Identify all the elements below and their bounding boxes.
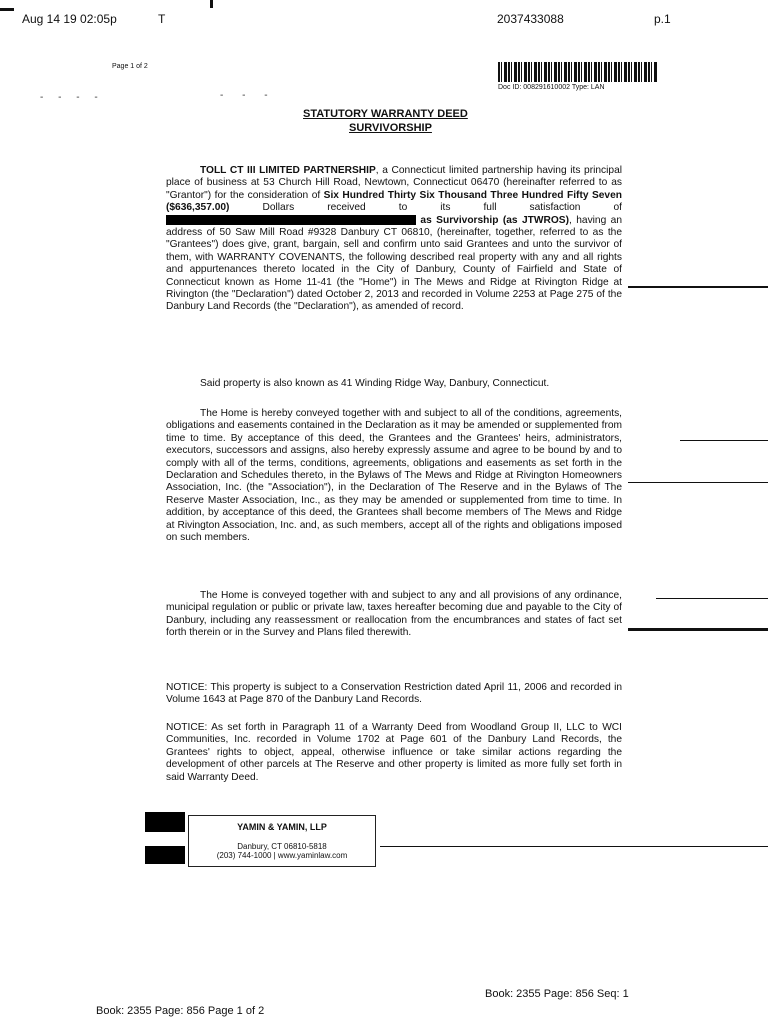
scan-mark xyxy=(210,0,213,8)
redaction-bar xyxy=(145,812,185,832)
margin-line xyxy=(628,628,768,631)
stamp-contact: (203) 744-1000 | www.yaminlaw.com xyxy=(216,851,348,860)
paragraph-grant xyxy=(166,165,622,314)
paragraph-address: Said property is also known as 41 Winding Ridge Way, Danbury, Connecticut. xyxy=(200,378,550,389)
fax-datetime: Aug 14 19 02:05p xyxy=(22,12,117,26)
scan-mark xyxy=(0,8,14,11)
paragraph-conditions: The Home is hereby conveyed together with and subject to all of the conditions, agreements, obligations and easements contained in the Declaration as it may be amended or supplemented from time to time. By acceptance of this deed, the Grantees and the Grantees' heirs, administrators, executors, successors and assigns, also hereby expressly assume and agree to be bound by and to comply with all of the terms, conditions, agreements, obligations and easements as set forth in the Declaration and Schedules thereto, in the Bylaws of The Mews and Ridge at Rivington Homeowners Association, Inc. (the "Association"), in the Declaration of The Reserve and in the Bylaws of The Reserve Master Association, Inc., as they may be amended or supplemented from time to time. In addition, by acceptance of this deed, the Grantees shall become members of The Mews and Ridge at Rivington Association, Inc. and, as such members, accept all of the rights and obligations imposed on such members. xyxy=(166,408,622,544)
margin-line xyxy=(380,846,768,847)
text-run: , having an address of 50 Saw Mill Road #9328 Danbury CT 06810, (hereinafter, together, referred to as the "Grantees") does give, grant, bargain, sell and confirm unto said Grantees and unto the survivor of them, with WARRANTY COVENANTS, the following described real property with any and all rights and appurtenances thereto located in the City of Danbury, County of Fairfield and State of Connecticut known as Home 11-41 (the "Home") in The Mews and Ridge at Rivington Ridge at Rivington (the "Declaration") dated October 2, 2013 and recorded in Volume 2253 at Page 275 of the Danbury Land Records (the "Declaration"), as amended of record. xyxy=(166,214,622,313)
scan-dashes: - - - xyxy=(220,90,276,101)
footer-book-page: Book: 2355 Page: 856 Page 1 of 2 xyxy=(96,1005,265,1017)
notice-conservation: NOTICE: This property is subject to a Conservation Restriction dated April 11, 2006 and recorded in Volume 1643 at Page 870 of the Danbury Land Records. xyxy=(166,682,622,706)
margin-line xyxy=(680,440,768,441)
deed-title: STATUTORY WARRANTY DEED xyxy=(303,108,468,120)
stamp-firm: YAMIN & YAMIN, LLP xyxy=(237,822,327,832)
fax-marker: T xyxy=(158,12,166,26)
margin-line xyxy=(628,286,768,288)
margin-line xyxy=(656,598,768,599)
fax-phone: 2037433088 xyxy=(497,12,564,26)
text-run: , a Connecticut limited partnership having its principal place of business at 53 Church Hill Road, Newtown, Connecticut 06470 (hereinafter referred to as "Grantor") for the consideration of xyxy=(166,165,622,201)
footer-book-seq: Book: 2355 Page: 856 Seq: 1 xyxy=(485,988,629,1000)
doc-id: Doc ID: 008291610002 Type: LAN xyxy=(498,84,605,91)
scan-dashes: - - - - xyxy=(40,92,104,103)
survivorship-clause: as Survivorship (as JTWROS) xyxy=(420,214,569,226)
paragraph-ordinance: The Home is conveyed together with and subject to any and all provisions of any ordinance, municipal regulation or public or private law, taxes hereafter becoming due and payable to the City of Danbury, including any reassessment or reallocation from the encumbrances and states of fact set forth therein or in the Survey and Plans filed therewith. xyxy=(166,590,622,639)
attorney-stamp xyxy=(188,815,376,867)
redaction-bar xyxy=(166,215,416,225)
grantor-name: TOLL CT III LIMITED PARTNERSHIP xyxy=(200,165,376,176)
margin-line xyxy=(628,482,768,483)
consideration-amount: Six Hundred Thirty Six Thousand Three Hundred Fifty Seven ($636,357.00) xyxy=(166,189,622,214)
fax-page: p.1 xyxy=(654,12,671,26)
text-run: Dollars received to its full satisfaction of xyxy=(229,202,622,214)
stamp-city: Danbury, CT 06810-5818 xyxy=(237,842,327,851)
barcode-icon xyxy=(498,62,658,82)
redaction-bar xyxy=(145,846,185,864)
deed-subtitle: SURVIVORSHIP xyxy=(349,122,432,134)
page-of-label: Page 1 of 2 xyxy=(112,63,148,70)
notice-warranty: NOTICE: As set forth in Paragraph 11 of a Warranty Deed from Woodland Group II, LLC to WCI Communities, Inc. recorded in Volume 1702 at Page 601 of the Danbury Land Records, the Grantees' rights to object, appeal, otherwise influence or take similar actions regarding the development of other parcels at The Reserve and other property is limited as more fully set forth in said Warranty Deed. xyxy=(166,722,622,783)
